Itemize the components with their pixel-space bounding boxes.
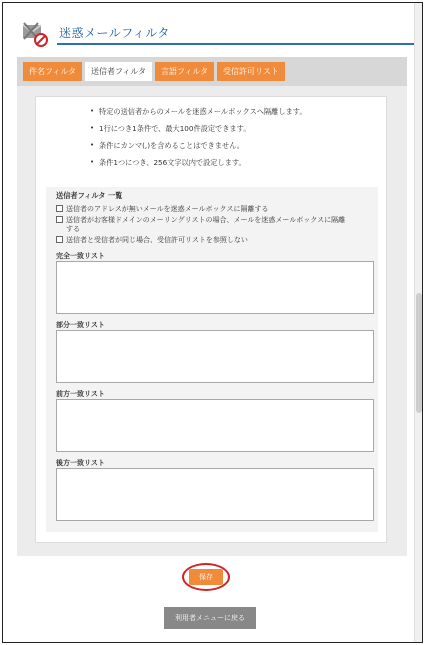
checkbox[interactable]	[56, 216, 63, 223]
partial-match-label: 部分一致リスト	[56, 321, 105, 329]
filter-panel	[17, 86, 407, 556]
tab-sender-filter[interactable]: 送信者フィルタ	[85, 62, 152, 81]
tab-allow-list[interactable]: 受信許可リスト	[217, 62, 285, 81]
partial-match-textarea[interactable]	[56, 330, 374, 383]
content-area	[35, 96, 387, 543]
option-label: 送信者のアドレスが無いメールを迷惑メールボックスに隔離する	[66, 205, 269, 213]
note-item: • 条件1つにつき、256文字以内で設定します。	[90, 158, 307, 167]
tab-language-filter[interactable]: 言語フィルタ	[155, 62, 214, 81]
option-same-sender-receiver[interactable]	[56, 236, 248, 245]
note-item: • 特定の送信者からのメールを迷惑メールボックスへ隔離します。	[90, 107, 307, 116]
option-label-wrap: する	[66, 224, 80, 233]
back-to-menu-button[interactable]: 利用者メニューに戻る	[164, 607, 256, 629]
exact-match-label: 完全一致リスト	[56, 252, 105, 260]
scrollbar-thumb[interactable]	[416, 293, 422, 413]
sender-filter-box	[46, 187, 378, 532]
option-label: 送信者と受信者が同じ場合、受信許可リストを参照しない	[66, 236, 248, 244]
checkbox[interactable]	[56, 205, 63, 212]
notes-list	[90, 107, 307, 175]
exact-match-textarea[interactable]	[56, 261, 374, 314]
suffix-match-textarea[interactable]	[56, 468, 374, 521]
note-item: • 1行につき1条件で、最大100件設定できます。	[90, 124, 307, 133]
checkbox[interactable]	[56, 236, 63, 243]
page-frame	[2, 2, 423, 643]
page-title: 迷惑メールフィルタ	[59, 26, 170, 40]
option-label: 送信者がお客様ドメインのメーリングリストの場合、メールを迷惑メールボックスに隔離	[66, 216, 346, 224]
option-mailing-list[interactable]	[56, 216, 345, 233]
save-button[interactable]: 保存	[189, 569, 223, 585]
suffix-match-label: 後方一致リスト	[56, 459, 105, 467]
scrollbar[interactable]	[414, 3, 422, 642]
tab-subject-filter[interactable]: 件名フィルタ	[23, 62, 82, 81]
tab-bar	[17, 57, 407, 86]
prefix-match-textarea[interactable]	[56, 399, 374, 452]
filter-list-title: 送信者フィルタ 一覧	[56, 191, 123, 200]
header-underline	[57, 43, 417, 45]
save-highlight	[182, 563, 230, 591]
spam-filter-icon	[21, 21, 49, 47]
option-no-address[interactable]	[56, 205, 268, 214]
note-item: • 条件にカンマ(,)を含めることはできません。	[90, 141, 307, 150]
page-header	[17, 17, 407, 49]
prefix-match-label: 前方一致リスト	[56, 390, 105, 398]
